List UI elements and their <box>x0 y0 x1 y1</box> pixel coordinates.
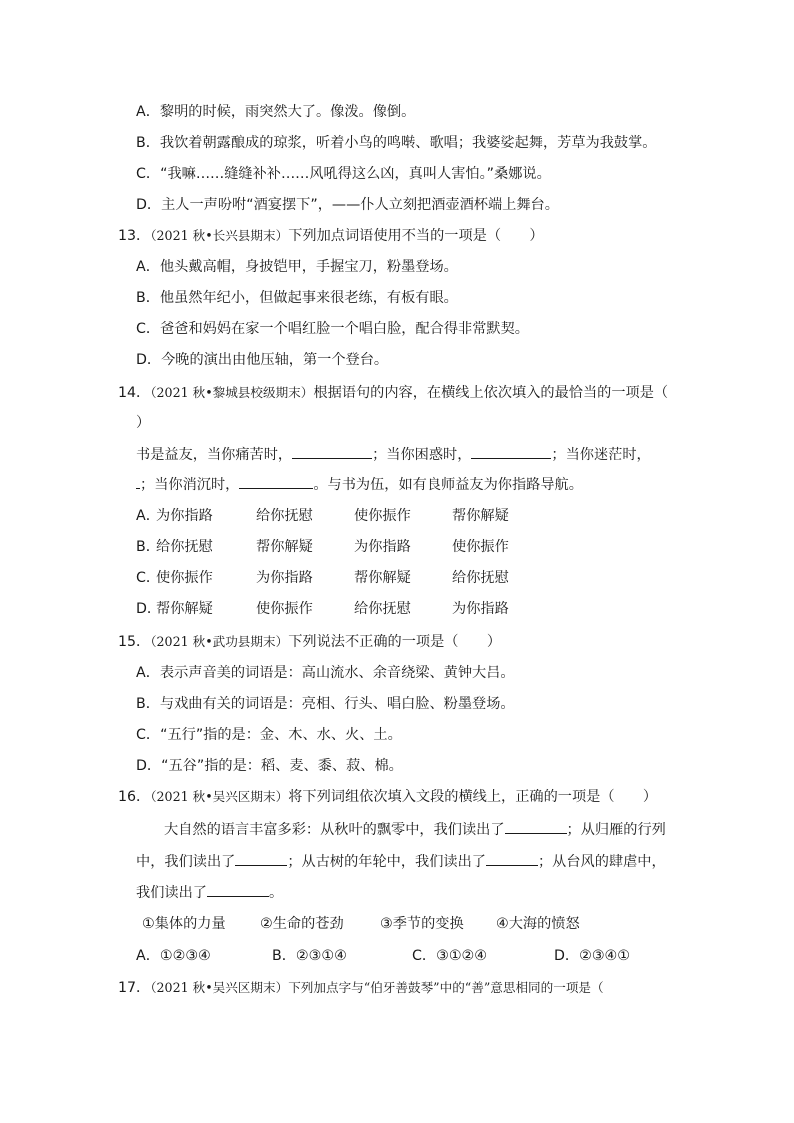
q16-passage-line-2 <box>136 851 666 872</box>
phrase-item: ①集体的力量 <box>142 916 226 932</box>
q14-stem-line <box>118 383 668 403</box>
option-item: 给你抚慰 <box>452 570 509 586</box>
option-item: 为你指路 <box>156 508 213 524</box>
phrase-item: ②生命的苍劲 <box>260 916 344 932</box>
option-item: 帮你解疑 <box>354 570 411 586</box>
q14-option-d <box>136 599 509 619</box>
q12-option-a: A．黎明的时候，雨突然大了。像泼。像倒。 <box>136 104 416 120</box>
question-number: 15． <box>118 634 151 650</box>
q14-passage-line-1 <box>136 444 651 465</box>
q12-option-c: C．“我嘛……缝缝补补……风吼得这么凶，真叫人害怕。”桑娜说。 <box>136 166 551 182</box>
question-source: （2021 秋•黎城县校级期末） <box>150 385 314 400</box>
option-letter: C． <box>136 570 161 586</box>
passage-text: ；从古树的年轮中，我们读出了 <box>287 854 486 870</box>
answer-blank <box>235 851 287 866</box>
option-item: 使你振作 <box>354 508 411 524</box>
passage-text: 书是益友，当你痛苦时， <box>136 447 293 463</box>
question-source: （2021 秋•武功县期末） <box>150 634 289 649</box>
answer-blank <box>239 474 313 489</box>
q14-stem-end: ） <box>136 415 151 431</box>
q14-option-a <box>136 506 509 526</box>
answer-option: A．①②③④ <box>136 948 211 964</box>
q16-answers <box>136 946 630 966</box>
option-item: 给你抚慰 <box>354 601 411 617</box>
q12-option-d: D．主人一声吩咐“酒宴摆下”，——仆人立刻把酒壶酒杯端上舞台。 <box>136 197 559 213</box>
question-source: （2021 秋•长兴县期末） <box>150 228 289 243</box>
q16-passage-line-3 <box>136 882 283 903</box>
option-item: 使你振作 <box>156 570 213 586</box>
option-item: 为你指路 <box>256 570 313 586</box>
passage-text: 。 <box>268 885 284 901</box>
phrase-item: ③季节的变换 <box>380 916 464 932</box>
q17-stem-line <box>118 978 604 998</box>
passage-text: 大自然的语言丰富多彩：从秋叶的飘零中，我们读出了 <box>164 822 505 838</box>
passage-text: ；当你困惑时， <box>372 447 472 463</box>
q15-option-d: D．“五谷”指的是：稻、麦、黍、菽、棉。 <box>136 758 403 774</box>
q16-passage-line-1 <box>164 819 666 840</box>
question-stem: 下列加点词语使用不当的一项是（ ） <box>288 228 544 244</box>
answer-blank <box>292 444 372 459</box>
option-item: 给你抚慰 <box>256 508 313 524</box>
q16-phrases <box>142 914 580 934</box>
answer-blank <box>471 444 551 459</box>
option-letter: B． <box>136 539 160 555</box>
option-item: 帮你解疑 <box>156 601 213 617</box>
answer-blank <box>486 851 538 866</box>
q15-option-c: C．“五行”指的是：金、木、水、火、土。 <box>136 727 402 743</box>
q15-option-b: B．与戏曲有关的词语是：亮相、行头、唱白脸、粉墨登场。 <box>136 696 515 712</box>
option-item: 帮你解疑 <box>256 539 313 555</box>
q13-stem-line <box>118 226 544 246</box>
question-stem: 将下列词组依次填入文段的横线上，正确的一项是（ ） <box>288 789 658 805</box>
passage-text: ；从归雁的行列 <box>566 822 666 838</box>
passage-text: 我们读出了 <box>136 885 207 901</box>
question-stem: 根据语句的内容，在横线上依次填入的最恰当的一项是（ <box>313 385 669 401</box>
q16-stem-line <box>118 787 657 807</box>
q15-option-a: A．表示声音美的词语是：高山流水、余音绕梁、黄钟大吕。 <box>136 665 515 681</box>
q13-option-c: C．爸爸和妈妈在家一个唱红脸一个唱白脸，配合得非常默契。 <box>136 321 529 337</box>
option-item: 为你指路 <box>452 601 509 617</box>
question-number: 14． <box>118 385 151 401</box>
q14-option-c <box>136 568 509 588</box>
option-item: 帮你解疑 <box>452 508 509 524</box>
answer-blank <box>207 882 269 897</box>
option-item: 使你振作 <box>452 539 509 555</box>
question-number: 17． <box>118 980 151 996</box>
option-item: 为你指路 <box>354 539 411 555</box>
question-number: 13． <box>118 228 151 244</box>
question-source: （2021 秋•吴兴区期末） <box>150 789 289 804</box>
passage-text: ；从台风的肆虐中， <box>537 854 666 870</box>
answer-blank <box>505 819 567 834</box>
phrase-item: ④大海的愤怒 <box>496 916 580 932</box>
option-letter: D． <box>136 601 162 617</box>
answer-option: C．③①②④ <box>412 948 487 964</box>
q13-option-d: D．今晚的演出由他压轴，第一个登台。 <box>136 352 389 368</box>
q14-option-b <box>136 537 509 557</box>
passage-text: ；当你消沉时， <box>140 477 240 493</box>
question-stem: 下列加点字与“伯牙善鼓琴”中的“善”意思相同的一项是（ <box>288 980 604 995</box>
passage-text: 中，我们读出了 <box>136 854 236 870</box>
q13-option-b: B．他虽然年纪小，但做起事来很老练，有板有眼。 <box>136 290 458 306</box>
q15-stem-line <box>118 632 501 652</box>
passage-text: ；当你迷茫时， <box>551 447 651 463</box>
question-source: （2021 秋•吴兴区期末） <box>150 980 289 995</box>
passage-text: 。与书为伍，如有良师益友为你指路导航。 <box>313 477 583 493</box>
q13-option-a: A．他头戴高帽，身披铠甲，手握宝刀，粉墨登场。 <box>136 259 458 275</box>
option-item: 使你振作 <box>256 601 313 617</box>
answer-option: D．②③④① <box>554 948 630 964</box>
option-letter: A． <box>136 508 160 524</box>
q14-passage-line-2 <box>136 474 583 495</box>
answer-option: B．②③①④ <box>272 948 347 964</box>
question-number: 16． <box>118 789 151 805</box>
option-item: 给你抚慰 <box>156 539 213 555</box>
q12-option-b: B．我饮着朝露酿成的琼浆，听着小鸟的鸣啭、歌唱；我婆娑起舞，芳草为我鼓掌。 <box>136 135 657 151</box>
question-stem: 下列说法不正确的一项是（ ） <box>288 634 502 650</box>
